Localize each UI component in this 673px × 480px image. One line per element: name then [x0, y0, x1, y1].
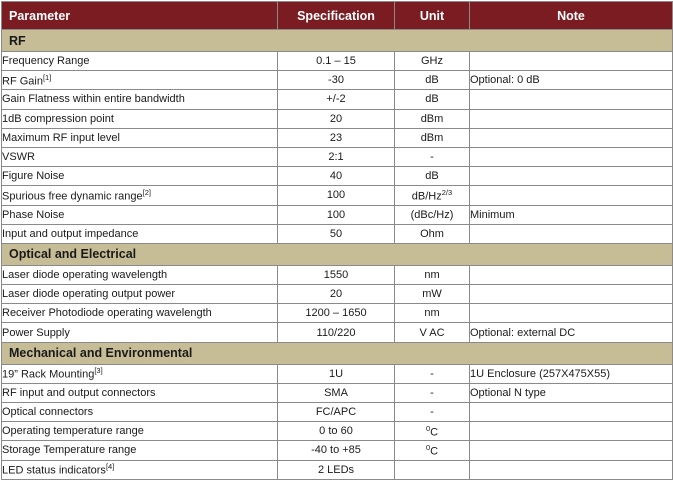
cell-unit: $^0$C: [395, 441, 470, 460]
table-row: [2, 265, 673, 284]
table-body: [2, 30, 673, 480]
cell-parameter: RF Gain[1]: [2, 71, 278, 90]
cell-parameter: VSWR: [2, 147, 278, 166]
cell-note: [470, 128, 673, 147]
cell-parameter: Gain Flatness within entire bandwidth: [2, 90, 278, 109]
cell-unit: mW: [395, 285, 470, 304]
cell-parameter: LED status indicators[4]: [2, 460, 278, 479]
cell-parameter: Power Supply: [2, 323, 278, 342]
cell-note: [470, 422, 673, 441]
cell-specification: 1550: [278, 265, 395, 284]
table-row: [2, 304, 673, 323]
header-row: [2, 2, 673, 30]
table-row: [2, 186, 673, 205]
cell-specification: 20: [278, 109, 395, 128]
table-row: [2, 128, 673, 147]
cell-parameter: Frequency Range: [2, 52, 278, 71]
cell-note: Minimum: [470, 205, 673, 224]
cell-note: 1U Enclosure (257X475X55): [470, 364, 673, 383]
cell-note: [470, 285, 673, 304]
cell-unit: dB: [395, 90, 470, 109]
cell-unit: nm: [395, 265, 470, 284]
table-row: [2, 441, 673, 460]
cell-parameter: Figure Noise: [2, 167, 278, 186]
table-section-row: [2, 342, 673, 364]
cell-unit: Ohm: [395, 224, 470, 243]
cell-specification: 40: [278, 167, 395, 186]
cell-parameter: RF input and output connectors: [2, 383, 278, 402]
table-row: [2, 364, 673, 383]
table-row: [2, 285, 673, 304]
cell-note: [470, 304, 673, 323]
cell-note: [470, 90, 673, 109]
table-row: [2, 52, 673, 71]
section-title: Optical and Electrical: [2, 243, 673, 265]
column-header-unit: Unit: [395, 2, 470, 30]
cell-parameter: Laser diode operating output power: [2, 285, 278, 304]
cell-specification: 1U: [278, 364, 395, 383]
cell-parameter: Input and output impedance: [2, 224, 278, 243]
cell-unit: dB: [395, 167, 470, 186]
cell-parameter: Receiver Photodiode operating wavelength: [2, 304, 278, 323]
cell-note: [470, 460, 673, 479]
specification-table: [1, 1, 673, 480]
table-row: [2, 323, 673, 342]
cell-unit: dBm: [395, 109, 470, 128]
degree-marker: 0: [425, 443, 431, 453]
cell-unit: $^0$C: [395, 422, 470, 441]
cell-parameter: Operating temperature range: [2, 422, 278, 441]
cell-note: [470, 109, 673, 128]
cell-note: [470, 52, 673, 71]
cell-note: Optional: external DC: [470, 323, 673, 342]
cell-specification: 50: [278, 224, 395, 243]
footnote-marker: [4]: [105, 462, 115, 472]
cell-parameter: 1dB compression point: [2, 109, 278, 128]
table-row: [2, 460, 673, 479]
cell-specification: 23: [278, 128, 395, 147]
cell-note: [470, 147, 673, 166]
cell-specification: 2 LEDs: [278, 460, 395, 479]
cell-note: [470, 265, 673, 284]
cell-note: [470, 403, 673, 422]
table-header: [2, 2, 673, 30]
cell-parameter: Storage Temperature range: [2, 441, 278, 460]
section-title: RF: [2, 30, 673, 52]
cell-parameter: Optical connectors: [2, 403, 278, 422]
cell-parameter: 19” Rack Mounting[3]: [2, 364, 278, 383]
cell-unit: -: [395, 364, 470, 383]
table-row: [2, 90, 673, 109]
table-row: [2, 383, 673, 402]
unit-exponent: 2/3: [441, 188, 453, 198]
cell-parameter: Maximum RF input level: [2, 128, 278, 147]
table-row: [2, 422, 673, 441]
cell-unit: -: [395, 383, 470, 402]
footnote-marker: [1]: [42, 72, 52, 82]
cell-note: [470, 186, 673, 205]
cell-specification: 100: [278, 186, 395, 205]
column-header-parameter: Parameter: [2, 2, 278, 30]
table-row: [2, 403, 673, 422]
table-row: [2, 109, 673, 128]
column-header-note: Note: [470, 2, 673, 30]
cell-specification: 0 to 60: [278, 422, 395, 441]
cell-unit: [395, 460, 470, 479]
cell-specification: -30: [278, 71, 395, 90]
cell-parameter: Laser diode operating wavelength: [2, 265, 278, 284]
table-section-row: [2, 243, 673, 265]
cell-unit: -: [395, 147, 470, 166]
cell-specification: 20: [278, 285, 395, 304]
cell-unit: V AC: [395, 323, 470, 342]
cell-unit: dB: [395, 71, 470, 90]
cell-unit: -: [395, 403, 470, 422]
cell-specification: SMA: [278, 383, 395, 402]
cell-specification: FC/APC: [278, 403, 395, 422]
cell-parameter: Phase Noise: [2, 205, 278, 224]
cell-unit: $dB/Hz^{2/3}$: [395, 186, 470, 205]
cell-unit: dBm: [395, 128, 470, 147]
cell-unit: GHz: [395, 52, 470, 71]
cell-specification: +/-2: [278, 90, 395, 109]
cell-parameter: Spurious free dynamic range[2]: [2, 186, 278, 205]
cell-note: [470, 224, 673, 243]
cell-specification: 110/220: [278, 323, 395, 342]
cell-specification: 1200 – 1650: [278, 304, 395, 323]
table-row: [2, 147, 673, 166]
cell-note: Optional N type: [470, 383, 673, 402]
column-header-specification: Specification: [278, 2, 395, 30]
degree-marker: 0: [425, 423, 431, 433]
cell-specification: 2:1: [278, 147, 395, 166]
table-row: [2, 224, 673, 243]
table-row: [2, 205, 673, 224]
cell-specification: -40 to +85: [278, 441, 395, 460]
table-section-row: [2, 30, 673, 52]
cell-unit: (dBc/Hz): [395, 205, 470, 224]
footnote-marker: [2]: [142, 188, 151, 198]
table-row: [2, 167, 673, 186]
cell-specification: 100: [278, 205, 395, 224]
section-title: Mechanical and Environmental: [2, 342, 673, 364]
footnote-marker: [3]: [94, 366, 103, 376]
cell-note: [470, 167, 673, 186]
cell-note: Optional: 0 dB: [470, 71, 673, 90]
cell-specification: 0.1 – 15: [278, 52, 395, 71]
table-row: [2, 71, 673, 90]
cell-unit: nm: [395, 304, 470, 323]
cell-note: [470, 441, 673, 460]
